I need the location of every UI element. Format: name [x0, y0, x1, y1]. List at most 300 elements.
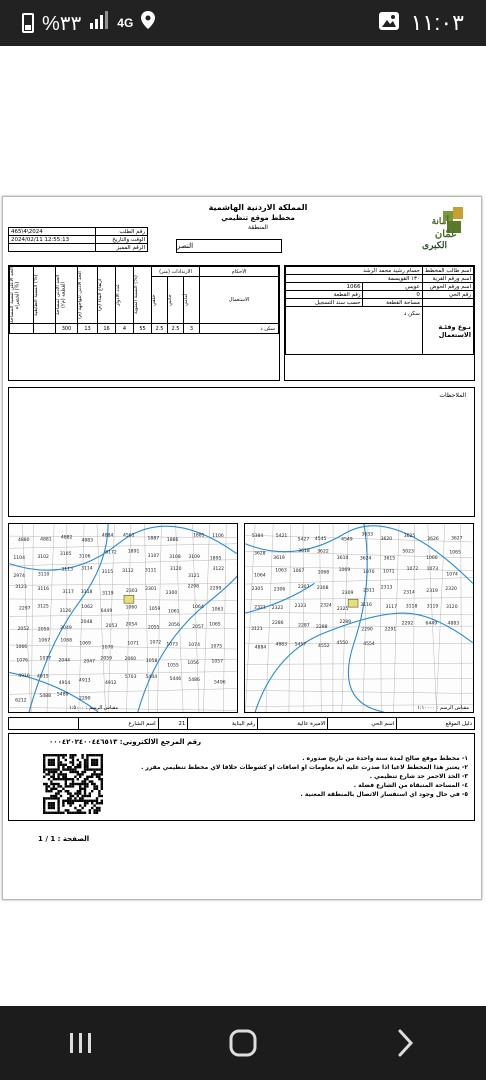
parcel-label: 1064: [254, 573, 266, 579]
qr-module: [84, 812, 86, 814]
qr-module: [89, 812, 91, 814]
parcel-label: 3120: [446, 604, 458, 610]
qr-module: [62, 778, 64, 780]
qr-module: [79, 773, 81, 775]
parcel-label: 4916: [18, 673, 30, 679]
qr-module: [89, 800, 91, 802]
col-side: جانبي: [167, 294, 173, 306]
rules-list: [108, 754, 468, 799]
qr-module: [69, 802, 71, 804]
qr-module: [53, 812, 55, 814]
qr-module: [53, 778, 55, 780]
qr-module: [53, 754, 55, 756]
qr-module: [93, 764, 95, 766]
qr-module: [57, 754, 59, 756]
col-min-area: الحد الادنى لمساحة القطعة (م٢): [55, 274, 67, 316]
page-current: 1: [50, 835, 56, 843]
qr-module: [86, 759, 88, 761]
building-number-label: رقم البناية: [188, 718, 258, 730]
qr-module: [84, 800, 86, 802]
qr-module: [67, 802, 69, 804]
parcel-label: 5488: [39, 694, 51, 700]
parcel-label: 2290: [78, 696, 91, 702]
qr-module: [98, 776, 100, 778]
regulations-table-box: [8, 265, 280, 381]
qr-module: [43, 797, 45, 799]
parcel-boundary: [245, 690, 473, 693]
plot-info-box: [284, 265, 475, 381]
qr-module: [101, 754, 103, 756]
parcel-label: 3622: [317, 549, 329, 555]
parcel-label: 3626: [427, 537, 439, 543]
parcel-label: 5384: [251, 534, 264, 540]
qr-module: [79, 785, 81, 787]
parcel-label: 1067: [38, 638, 51, 644]
parcel-label: 3111: [144, 568, 157, 574]
qr-module: [43, 768, 45, 770]
qr-module: [79, 797, 81, 799]
qr-module: [98, 768, 100, 770]
qr-module: [101, 756, 103, 758]
qr-module: [45, 788, 47, 790]
parcel-label: 1071: [382, 569, 395, 575]
qr-module: [91, 802, 93, 804]
qr-module: [84, 759, 86, 761]
qr-module: [43, 802, 45, 804]
reg-value-height: 16: [98, 324, 116, 334]
parcel-label: 3107: [147, 553, 160, 559]
street-line: [348, 524, 383, 712]
qr-module: [86, 778, 88, 780]
qr-module: [50, 771, 52, 773]
qr-module: [48, 790, 50, 792]
qr-module: [81, 773, 83, 775]
parcel-label: 2319: [426, 589, 438, 595]
parcel-label: 1059: [148, 607, 161, 613]
qr-module: [86, 800, 88, 802]
parcel-label: 2044: [58, 658, 71, 664]
qr-module: [45, 754, 47, 756]
qr-module: [72, 800, 74, 802]
qr-module: [53, 776, 55, 778]
parcel-label: 3123: [15, 584, 27, 590]
document-title-block: [188, 203, 328, 231]
qr-module: [67, 790, 69, 792]
parcel-boundary: [9, 583, 237, 585]
parcel-label: 3105: [59, 552, 72, 558]
qr-module: [69, 785, 71, 787]
qr-module: [57, 756, 59, 758]
qr-module: [53, 761, 55, 763]
rules-header: الاحكام: [200, 267, 279, 277]
parcel-label: 2057: [192, 625, 204, 631]
qr-module: [69, 754, 71, 756]
qr-module: [84, 766, 86, 768]
notes-box: [8, 387, 475, 517]
home-button[interactable]: [213, 1013, 273, 1073]
qr-module: [86, 766, 88, 768]
parcel-label: 3122: [212, 566, 225, 572]
parcel-label: 2053: [105, 623, 118, 629]
document-header: [8, 201, 475, 261]
qr-module: [81, 788, 83, 790]
qr-module: [101, 771, 103, 773]
qr-module: [53, 807, 55, 809]
qr-module: [69, 800, 71, 802]
parcel-number: 1066: [286, 283, 363, 291]
qr-module: [96, 754, 98, 756]
qr-module: [93, 783, 95, 785]
parcel-boundary: [176, 524, 183, 712]
qr-module: [81, 754, 83, 756]
zoning-value: سكن د: [286, 307, 423, 355]
qr-module: [101, 795, 103, 797]
qr-module: [101, 778, 103, 780]
qr-module: [43, 771, 45, 773]
parcel-label: 3121: [187, 574, 200, 580]
parcel-boundary: [245, 578, 473, 585]
qr-module: [60, 773, 62, 775]
parcel-label: 4882: [60, 535, 73, 541]
qr-module: [77, 773, 79, 775]
parcel-boundary: [245, 663, 473, 664]
qr-module: [62, 812, 64, 814]
qr-module: [86, 764, 88, 766]
parcel-label: 1074: [446, 572, 458, 578]
reg-value-min-front: 13: [78, 324, 98, 334]
qr-module: [86, 761, 88, 763]
qr-module: [84, 788, 86, 790]
parcel-label: 5489: [56, 692, 69, 698]
qr-module: [77, 809, 79, 811]
qr-module: [65, 790, 67, 792]
qr-module: [43, 804, 45, 806]
parcel-label: 2306: [273, 587, 286, 593]
parcel-number-label: رقم القطعة: [286, 291, 363, 299]
parcel-boundary: [192, 524, 199, 712]
qr-module: [98, 778, 100, 780]
qr-module: [89, 768, 91, 770]
parcel-label: 2303: [125, 588, 138, 594]
qr-module: [43, 776, 45, 778]
back-icon: [396, 1029, 414, 1057]
qr-module: [55, 795, 57, 797]
qr-module: [67, 785, 69, 787]
qr-module: [81, 797, 83, 799]
parcel-label: 1057: [211, 659, 224, 665]
qr-module: [86, 802, 88, 804]
qr-module: [93, 800, 95, 802]
qr-module: [93, 768, 95, 770]
distinct-number: [9, 244, 96, 252]
qr-module: [65, 754, 67, 756]
qr-module: [57, 790, 59, 792]
qr-module: [55, 754, 57, 756]
parcel-boundary: [31, 524, 33, 712]
col-front: أمامي: [183, 293, 189, 307]
parcel-label: 1062: [81, 605, 93, 611]
qr-module: [91, 761, 93, 763]
parcel-label: 3110: [37, 572, 50, 578]
qr-module: [57, 766, 59, 768]
qr-module: [72, 802, 74, 804]
parcel-label: 2323: [294, 604, 307, 610]
qr-module: [48, 768, 50, 770]
qr-module: [62, 802, 64, 804]
parcel-label: 5421: [275, 534, 288, 540]
parcel-label: 5446: [169, 676, 182, 682]
qr-module: [84, 792, 86, 794]
qr-module: [65, 773, 67, 775]
qr-module: [77, 795, 79, 797]
qr-module: [43, 800, 45, 802]
parcel-label: 2059: [100, 656, 113, 662]
qr-module: [91, 759, 93, 761]
qr-module: [91, 790, 93, 792]
qr-module: [60, 812, 62, 814]
parcel-label: 2052: [17, 626, 30, 632]
qr-module: [72, 756, 74, 758]
qr-module: [62, 776, 64, 778]
qr-module: [91, 754, 93, 756]
qr-module: [57, 759, 59, 761]
parcel-label: 2050: [37, 627, 50, 633]
qr-module: [60, 771, 62, 773]
setbacks-header: الارتدادات (متر): [152, 267, 200, 277]
qr-module: [77, 778, 79, 780]
qr-module: [72, 754, 74, 756]
parcel-label: 2299: [209, 586, 222, 592]
qr-module: [65, 809, 67, 811]
qr-module: [84, 802, 86, 804]
qr-module: [69, 783, 71, 785]
reg-value-min-area: 300: [56, 324, 78, 334]
parcel-label: 2056: [168, 623, 180, 629]
qr-module: [84, 778, 86, 780]
qr-module: [91, 780, 93, 782]
qr-module: [50, 795, 52, 797]
document-page: [8, 201, 475, 891]
qr-module: [57, 800, 59, 802]
reg-value-0: [10, 324, 34, 334]
parcel-label: 3102: [37, 555, 49, 561]
rule-item: ٢- يعتبر هذا المخطط لاغيا اذا صدرت عليه اية معلومات او اضافات او كشوطات خلافا لاي مخطط تنظيمي مقرر .: [141, 764, 468, 771]
parcel-label: 4884: [254, 645, 267, 651]
qr-module: [60, 795, 62, 797]
qr-module: [50, 768, 52, 770]
zoning-label: نـوع وفئـة الاستعمال: [422, 307, 473, 355]
qr-module: [48, 802, 50, 804]
qr-module: [84, 785, 86, 787]
qr-module: [79, 788, 81, 790]
qr-module: [74, 776, 76, 778]
qr-module: [77, 790, 79, 792]
qr-module: [62, 804, 64, 806]
qr-module: [60, 764, 62, 766]
network-text: 4G: [117, 16, 134, 30]
parcel-label: 2060: [124, 657, 137, 663]
qr-module: [50, 802, 52, 804]
qr-module: [60, 790, 62, 792]
parcel-boundary: [9, 613, 237, 616]
qr-module: [43, 756, 45, 758]
rule-item: ٤- المساحة المتبقاه من الشارع فضلة .: [353, 782, 468, 789]
parcel-label: 1056: [187, 661, 199, 667]
parcel-label: 1073: [166, 642, 178, 648]
rule-item: ٣- الحد الاحمر حد شارع تنظيمي .: [369, 773, 468, 780]
parcel-label: 2286: [271, 621, 284, 627]
qr-module: [72, 780, 74, 782]
qr-module: [62, 764, 64, 766]
parcel-label: 2289: [339, 619, 352, 625]
qr-module: [101, 759, 103, 761]
qr-module: [86, 785, 88, 787]
parcel-label: 2291: [384, 627, 397, 633]
parcel-boundary: [9, 599, 237, 600]
qr-module: [55, 783, 57, 785]
reg-value-back: 2.5: [152, 324, 168, 334]
qr-module: [101, 780, 103, 782]
parcel-label: 3106: [78, 554, 91, 560]
qr-module: [67, 766, 69, 768]
qr-module: [69, 792, 71, 794]
qr-module: [84, 780, 86, 782]
qr-module: [69, 797, 71, 799]
qr-module: [57, 764, 59, 766]
qr-module: [45, 797, 47, 799]
qr-module: [53, 802, 55, 804]
region-value: النصر: [177, 242, 194, 250]
guide-label: دليل الموقع: [397, 718, 475, 730]
qr-module: [84, 771, 86, 773]
parcel-label: 2309: [341, 591, 354, 597]
parcel-label: 3121: [251, 626, 263, 632]
qr-module: [79, 764, 81, 766]
qr-module: [77, 783, 79, 785]
status-bar: [0, 0, 486, 46]
parcel-label: 3112: [122, 568, 134, 574]
qr-module: [67, 800, 69, 802]
qr-module: [84, 761, 86, 763]
battery-icon: [22, 13, 34, 33]
battery-text: %٣٣: [42, 12, 82, 35]
qr-module: [57, 768, 59, 770]
qr-module: [55, 812, 57, 814]
qr-module: [53, 797, 55, 799]
qr-module: [98, 790, 100, 792]
qr-module: [98, 802, 100, 804]
parcel-label: 1075: [210, 644, 223, 650]
parcel-label: 1055: [167, 663, 179, 669]
qr-module: [67, 809, 69, 811]
qr-module: [65, 776, 67, 778]
qr-module: [79, 804, 81, 806]
qr-module: [74, 797, 76, 799]
qr-module: [65, 783, 67, 785]
parcel-label: 2055: [147, 625, 160, 631]
qr-module: [91, 773, 93, 775]
qr-module: [48, 764, 50, 766]
qr-module: [48, 761, 50, 763]
image-viewer[interactable]: [0, 46, 486, 1006]
qr-module: [79, 783, 81, 785]
parcel-label: 3625: [403, 533, 416, 539]
parcel-label: 6449: [425, 621, 438, 627]
qr-module: [98, 792, 100, 794]
maps-section: [8, 523, 475, 713]
parcel-label: 1061: [167, 609, 180, 615]
qr-module: [96, 761, 98, 763]
parcel-label: 1071: [127, 641, 139, 647]
qr-module: [43, 807, 45, 809]
qr-module: [67, 792, 69, 794]
amman-logo: [411, 207, 471, 253]
qr-module: [98, 754, 100, 756]
parcel-label: 5427: [297, 537, 310, 543]
back-button[interactable]: [375, 1013, 435, 1073]
parcel-label: 4554: [363, 642, 375, 648]
parcel-label: 3125: [37, 604, 49, 610]
qr-module: [101, 785, 103, 787]
qr-module: [89, 795, 91, 797]
parcel-label: 2054: [125, 622, 138, 628]
parcel-label: 5703: [124, 675, 137, 681]
qr-module: [84, 783, 86, 785]
parcel-label: 3633: [361, 532, 374, 538]
qr-module: [72, 768, 74, 770]
qr-module: [98, 807, 100, 809]
qr-module: [96, 800, 98, 802]
qr-module: [101, 764, 103, 766]
parcel-label: 5444: [145, 674, 158, 680]
parcel-boundary: [245, 598, 473, 600]
qr-module: [91, 764, 93, 766]
parcel-label: 1106: [212, 533, 224, 539]
parcel-label: 1068: [60, 638, 73, 644]
qr-module: [53, 804, 55, 806]
parcel-boundary: [79, 524, 84, 712]
page-total: 1: [38, 835, 43, 843]
qr-module: [81, 795, 83, 797]
qr-module: [43, 761, 45, 763]
qr-module: [53, 771, 55, 773]
qr-module: [62, 766, 64, 768]
qr-module: [48, 778, 50, 780]
qr-module: [84, 790, 86, 792]
qr-module: [57, 776, 59, 778]
map-left-scale: مقياس الرسم : ١:٥٠٠٠: [69, 705, 119, 711]
qr-module: [55, 768, 57, 770]
map-right-scale: مقياس الرسم : ١:١٠٠٠٠: [417, 705, 469, 711]
qr-module: [55, 788, 57, 790]
qr-module: [81, 800, 83, 802]
recent-apps-button[interactable]: [51, 1013, 111, 1073]
parcel-boundary: [380, 524, 381, 712]
qr-module: [93, 754, 95, 756]
qr-module: [48, 797, 50, 799]
qr-module: [79, 809, 81, 811]
qr-module: [57, 778, 59, 780]
qr-module: [53, 768, 55, 770]
qr-module: [50, 788, 52, 790]
map-right: [244, 523, 474, 713]
qr-module: [48, 754, 50, 756]
qr-module: [101, 783, 103, 785]
qr-module: [79, 761, 81, 763]
qr-module: [55, 797, 57, 799]
gallery-icon: [379, 10, 399, 36]
parcel-boundary: [22, 524, 30, 712]
